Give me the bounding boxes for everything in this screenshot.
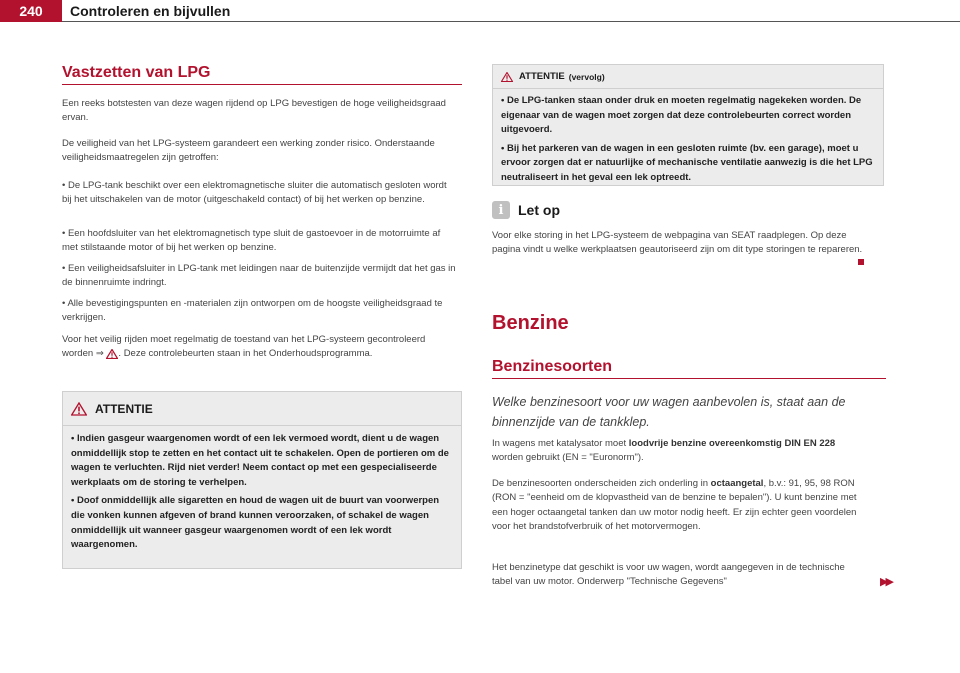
intro-paragraph: Een reeks botstesten van deze wagen rijdend op LPG bevestigen de hoge veiligheidsgraad ervan. xyxy=(62,98,446,124)
warning-triangle-icon xyxy=(71,402,87,416)
section-rule xyxy=(62,84,462,85)
engine-paragraph: Het benzinetype dat geschikt is voor uw wagen, wordt aangegeven in de technische tabel van uw motor. Onderwerp "Technische Gegevens" xyxy=(492,562,845,588)
bullet-item: • Alle bevestigingspunten en -materialen zijn ontworpen om de hoogste veiligheidsgraad te verkrijgen. xyxy=(62,298,443,324)
warning-title: ATTENTIE xyxy=(519,71,565,82)
lead-paragraph: Welke benzinesoort voor uw wagen aanbevolen is, staat aan de binnenzijde van de tankklep. xyxy=(492,395,846,429)
warning-title: ATTENTIE xyxy=(95,401,153,416)
warning-header xyxy=(493,65,883,89)
safety-paragraph: De veiligheid van het LPG-systeem garandeert een werking zonder risico. Onderstaande veiligheidsmaatregelen zijn getroffen: xyxy=(62,138,435,164)
reference-arrow-icon: ⇒ xyxy=(95,348,104,360)
warning-body xyxy=(493,89,883,196)
warning-body xyxy=(63,426,461,563)
warning-continued-label: (vervolg) xyxy=(568,71,605,82)
chapter-title: Benzine xyxy=(492,312,569,334)
warning-box-continued xyxy=(492,64,884,186)
page-number: 240 xyxy=(0,0,62,22)
control-paragraph: Voor het veilig rijden moet regelmatig de toestand van het LPG-systeem gecontroleerd worden ⇒ . Deze controlebeurten staan in het Onderhoudsprogramma. xyxy=(62,334,426,360)
warning-triangle-icon xyxy=(106,349,118,359)
header-rule xyxy=(62,21,960,22)
warning-triangle-icon xyxy=(501,72,513,82)
warning-item: • Indien gasgeur waargenomen wordt of een lek vermoed wordt, dient u de wagen onmiddellijk stop te zetten en het contact uit te schakelen. Open de portieren om de wagen te verluchten. Rijd niet verder! Neem contact op met een gespecialiseerde werkplaats om de storing te verhelpen. xyxy=(71,433,449,488)
bullet-item: • Een hoofdsluiter van het elektromagnetisch type sluit de gastoevoer in de motorruimte af met stilstaande motor of bij het werken op benzine. xyxy=(62,228,441,254)
info-icon: i xyxy=(492,201,510,219)
section-rule xyxy=(492,378,886,379)
note-label: Let op xyxy=(518,202,560,218)
section-title-lpg: Vastzetten van LPG xyxy=(62,64,211,81)
warning-box xyxy=(62,391,462,569)
warning-item: • Doof onmiddellijk alle sigaretten en houd de wagen uit de buurt van voorwerpen die vonken kunnen afgeven of brand kunnen veroorzaken, of schakel de wagen onmiddellijk uit wanneer gasgeur waargenomen wordt of een lek wordt waargenomen. xyxy=(71,495,440,551)
warning-item: • De LPG-tanken staan onder druk en moeten regelmatig nagekeken worden. De eigenaar van de wagen moet zorgen dat deze controlebeurten correct worden uitgevoerd. xyxy=(501,95,862,136)
end-of-section-icon xyxy=(858,259,864,265)
fuel-paragraph: In wagens met katalysator moet loodvrije benzine overeenkomstig DIN EN 228 worden gebruikt (EN = "Euronorm"). xyxy=(492,438,836,464)
section-title-benzine: Benzinesoorten xyxy=(492,358,613,375)
octane-paragraph: De benzinesoorten onderscheiden zich onderling in octaangetal, b.v.: 91, 95, 98 RON (RON = "eenheid om de klopvastheid van de benzine te bepalen"). U kunt benzine met een hoger octaangetal tanken dan uw motor nodig heeft. Er zijn echter geen voordelen voor het brandstofverbruik of het motorvermogen. xyxy=(492,478,857,533)
note-text: Voor elke storing in het LPG-systeem de webpagina van SEAT raadplegen. Op deze pagina vindt u welke werkplaatsen geautoriseerd zijn om dit type storingen te repareren. xyxy=(492,230,863,256)
bullet-item: • Een veiligheidsafsluiter in LPG-tank met leidingen naar de buitenzijde vermijdt dat het gas in de binnenruimte indringt. xyxy=(62,263,456,289)
bullet-item: • De LPG-tank beschikt over een elektromagnetische sluiter die automatisch gesloten wordt bij het uitschakelen van de motor (uitgeschakeld contact) of bij het werken op benzine. xyxy=(62,180,447,206)
continue-arrow-icon: ▶▶ xyxy=(880,576,891,588)
warning-header xyxy=(63,392,461,426)
page-header-title: Controleren en bijvullen xyxy=(70,3,231,19)
note-header xyxy=(492,201,560,219)
warning-item: • Bij het parkeren van de wagen in een gesloten ruimte (bv. een garage), moet u ervoor zorgen dat er natuurlijke of mechanische ventilatie aanwezig is die het LPG neutraliseert in het geval een lek optreedt. xyxy=(501,142,873,183)
